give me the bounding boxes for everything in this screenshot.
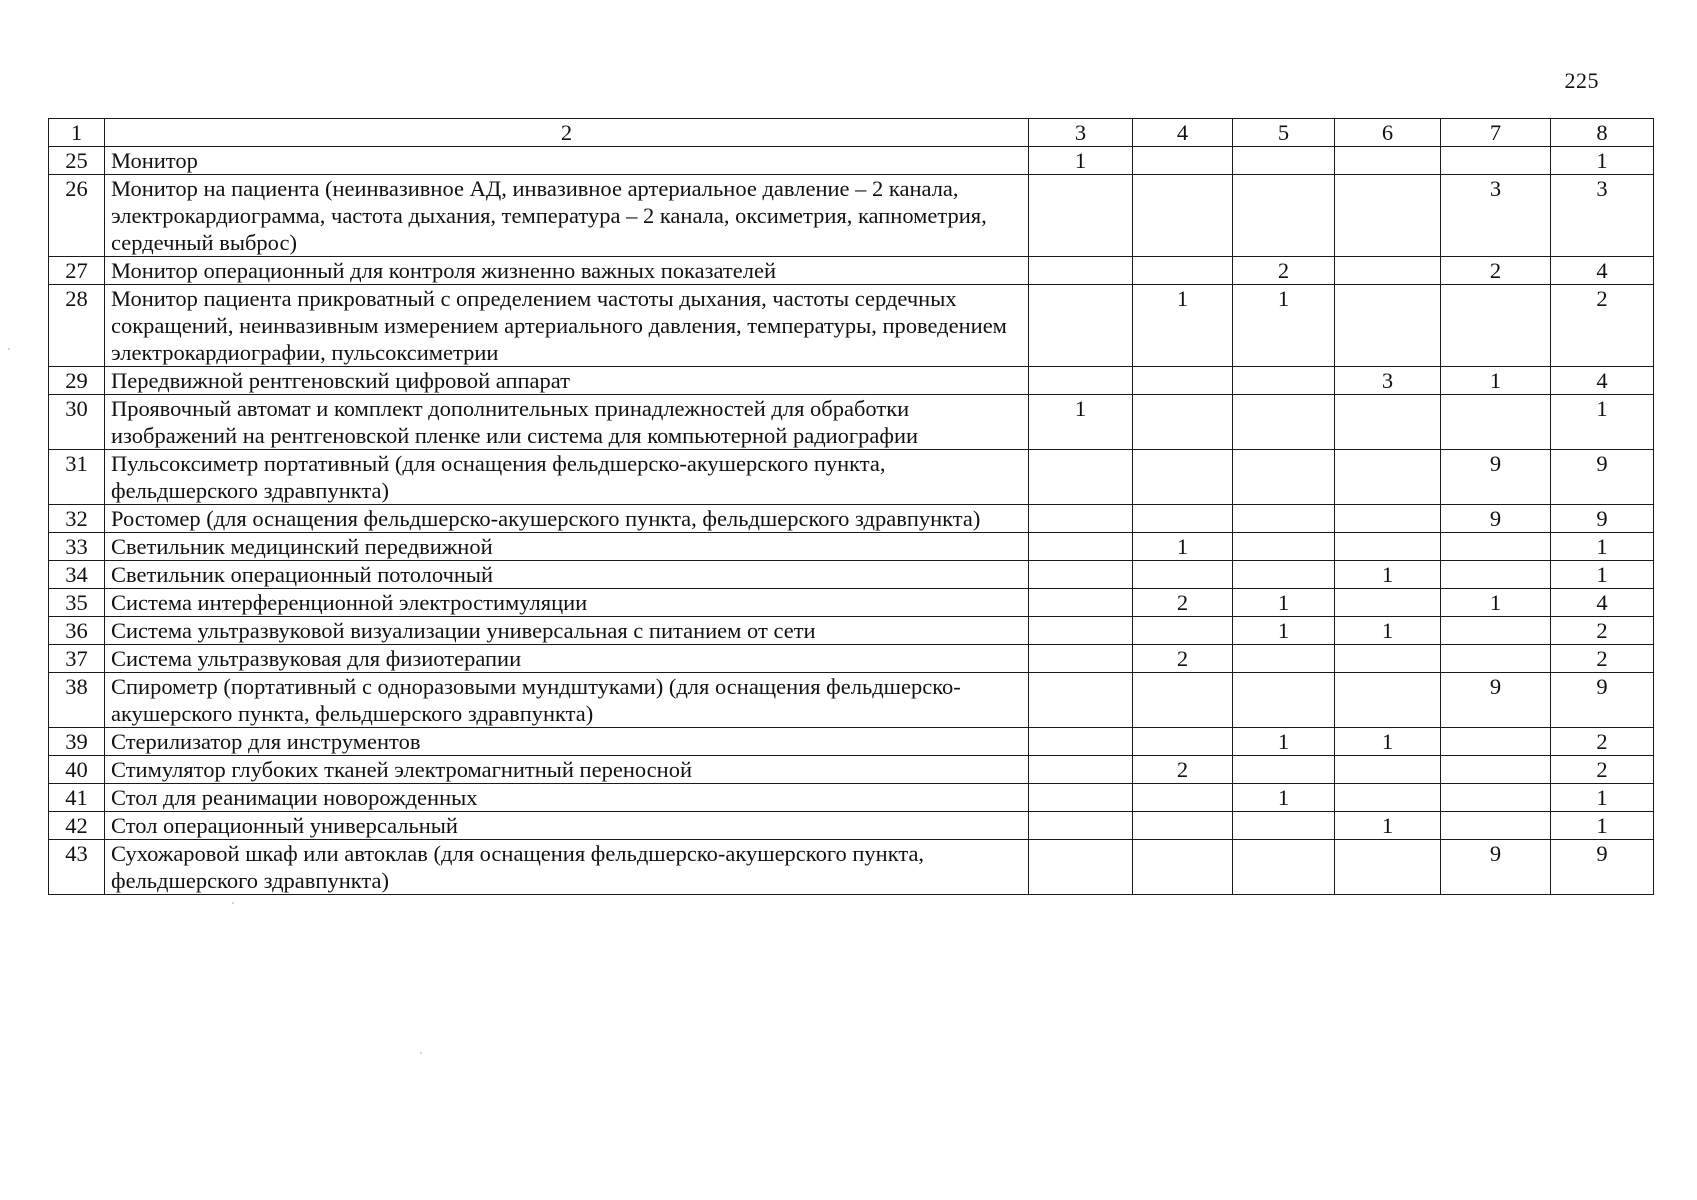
quantity-cell-col-5 <box>1233 175 1335 257</box>
quantity-cell-col-7 <box>1441 756 1551 784</box>
quantity-cell-col-8: 9 <box>1551 673 1654 728</box>
table-row <box>49 589 1654 617</box>
scan-speck <box>8 348 10 350</box>
quantity-cell-col-7: 2 <box>1441 257 1551 285</box>
page-number: 225 <box>1564 68 1599 93</box>
table-row <box>49 840 1654 895</box>
quantity-cell-col-3 <box>1029 812 1133 840</box>
quantity-cell-col-8: 2 <box>1551 617 1654 645</box>
header-cell-1: 1 <box>49 119 105 147</box>
table-row <box>49 756 1654 784</box>
quantity-cell-col-3: 1 <box>1029 395 1133 450</box>
quantity-cell-col-3 <box>1029 589 1133 617</box>
row-number: 31 <box>49 450 105 505</box>
quantity-cell-col-8: 4 <box>1551 257 1654 285</box>
quantity-cell-col-3 <box>1029 673 1133 728</box>
quantity-cell-col-8: 2 <box>1551 645 1654 673</box>
quantity-cell-col-4 <box>1133 147 1233 175</box>
header-cell-3: 3 <box>1029 119 1133 147</box>
quantity-cell-col-3 <box>1029 450 1133 505</box>
quantity-cell-col-3 <box>1029 840 1133 895</box>
quantity-cell-col-6: 1 <box>1335 561 1441 589</box>
table-body <box>49 119 1654 895</box>
quantity-cell-col-3 <box>1029 175 1133 257</box>
equipment-name: Система ультразвуковая для физиотерапии <box>105 645 1029 673</box>
row-number: 33 <box>49 533 105 561</box>
equipment-name: Спирометр (портативный с одноразовыми мундштуками) (для оснащения фельдшерско-акушерского пункта, фельдшерского здравпункта) <box>105 673 1029 728</box>
equipment-name: Сухожаровой шкаф или автоклав (для оснащения фельдшерско-акушерского пункта, фельдшерского здравпункта) <box>105 840 1029 895</box>
row-number: 27 <box>49 257 105 285</box>
equipment-name: Светильник медицинский передвижной <box>105 533 1029 561</box>
quantity-cell-col-5: 1 <box>1233 589 1335 617</box>
equipment-name: Ростомер (для оснащения фельдшерско-акушерского пункта, фельдшерского здравпункта) <box>105 505 1029 533</box>
quantity-cell-col-5 <box>1233 450 1335 505</box>
table-row <box>49 147 1654 175</box>
quantity-cell-col-5 <box>1233 756 1335 784</box>
quantity-cell-col-4 <box>1133 728 1233 756</box>
equipment-table <box>48 118 1654 895</box>
header-cell-8: 8 <box>1551 119 1654 147</box>
quantity-cell-col-4 <box>1133 840 1233 895</box>
quantity-cell-col-7 <box>1441 533 1551 561</box>
quantity-cell-col-8: 9 <box>1551 505 1654 533</box>
row-number: 35 <box>49 589 105 617</box>
quantity-cell-col-8: 2 <box>1551 756 1654 784</box>
quantity-cell-col-6 <box>1335 784 1441 812</box>
row-number: 28 <box>49 285 105 367</box>
quantity-cell-col-5 <box>1233 840 1335 895</box>
quantity-cell-col-6: 3 <box>1335 367 1441 395</box>
equipment-name: Монитор операционный для контроля жизненно важных показателей <box>105 257 1029 285</box>
quantity-cell-col-8: 9 <box>1551 450 1654 505</box>
quantity-cell-col-3 <box>1029 505 1133 533</box>
quantity-cell-col-5 <box>1233 673 1335 728</box>
quantity-cell-col-5: 1 <box>1233 784 1335 812</box>
quantity-cell-col-6 <box>1335 756 1441 784</box>
table-row <box>49 285 1654 367</box>
quantity-cell-col-8: 1 <box>1551 147 1654 175</box>
quantity-cell-col-6 <box>1335 450 1441 505</box>
equipment-name: Система интерференционной электростимуляции <box>105 589 1029 617</box>
quantity-cell-col-5 <box>1233 561 1335 589</box>
quantity-cell-col-7: 1 <box>1441 589 1551 617</box>
table-row <box>49 812 1654 840</box>
equipment-name: Стимулятор глубоких тканей электромагнитный переносной <box>105 756 1029 784</box>
quantity-cell-col-4 <box>1133 367 1233 395</box>
table-row <box>49 395 1654 450</box>
equipment-name: Передвижной рентгеновский цифровой аппарат <box>105 367 1029 395</box>
quantity-cell-col-8: 1 <box>1551 395 1654 450</box>
quantity-cell-col-4 <box>1133 673 1233 728</box>
quantity-cell-col-3 <box>1029 784 1133 812</box>
quantity-cell-col-5: 1 <box>1233 728 1335 756</box>
quantity-cell-col-8: 4 <box>1551 589 1654 617</box>
row-number: 41 <box>49 784 105 812</box>
quantity-cell-col-6: 1 <box>1335 617 1441 645</box>
scan-speck <box>232 902 234 904</box>
quantity-cell-col-7 <box>1441 561 1551 589</box>
quantity-cell-col-5 <box>1233 533 1335 561</box>
table-row <box>49 505 1654 533</box>
row-number: 38 <box>49 673 105 728</box>
quantity-cell-col-3 <box>1029 645 1133 673</box>
row-number: 32 <box>49 505 105 533</box>
quantity-cell-col-3: 1 <box>1029 147 1133 175</box>
quantity-cell-col-3 <box>1029 756 1133 784</box>
quantity-cell-col-4 <box>1133 175 1233 257</box>
quantity-cell-col-3 <box>1029 285 1133 367</box>
quantity-cell-col-3 <box>1029 533 1133 561</box>
scan-speck <box>420 1052 422 1054</box>
quantity-cell-col-4 <box>1133 505 1233 533</box>
quantity-cell-col-7 <box>1441 285 1551 367</box>
row-number: 30 <box>49 395 105 450</box>
quantity-cell-col-6 <box>1335 505 1441 533</box>
quantity-cell-col-3 <box>1029 561 1133 589</box>
quantity-cell-col-7: 1 <box>1441 367 1551 395</box>
quantity-cell-col-6 <box>1335 673 1441 728</box>
quantity-cell-col-6 <box>1335 840 1441 895</box>
quantity-cell-col-5: 2 <box>1233 257 1335 285</box>
quantity-cell-col-7 <box>1441 812 1551 840</box>
equipment-name: Светильник операционный потолочный <box>105 561 1029 589</box>
quantity-cell-col-6 <box>1335 257 1441 285</box>
table-row <box>49 561 1654 589</box>
equipment-name: Пульсоксиметр портативный (для оснащения фельдшерско-акушерского пункта, фельдшерского здравпункта) <box>105 450 1029 505</box>
quantity-cell-col-8: 4 <box>1551 367 1654 395</box>
quantity-cell-col-7 <box>1441 617 1551 645</box>
table-row <box>49 728 1654 756</box>
equipment-name: Монитор <box>105 147 1029 175</box>
quantity-cell-col-6 <box>1335 533 1441 561</box>
quantity-cell-col-6 <box>1335 395 1441 450</box>
row-number: 42 <box>49 812 105 840</box>
quantity-cell-col-7 <box>1441 395 1551 450</box>
equipment-name: Монитор на пациента (неинвазивное АД, инвазивное артериальное давление – 2 канала, электрокардиограмма, частота дыхания, температура – 2 канала, оксиметрия, капнометрия, сердечный выброс) <box>105 175 1029 257</box>
header-cell-6: 6 <box>1335 119 1441 147</box>
row-number: 43 <box>49 840 105 895</box>
quantity-cell-col-8: 2 <box>1551 728 1654 756</box>
header-cell-2: 2 <box>105 119 1029 147</box>
quantity-cell-col-5: 1 <box>1233 617 1335 645</box>
header-row <box>49 119 1654 147</box>
quantity-cell-col-5 <box>1233 645 1335 673</box>
quantity-cell-col-6 <box>1335 147 1441 175</box>
quantity-cell-col-4 <box>1133 450 1233 505</box>
quantity-cell-col-7: 9 <box>1441 673 1551 728</box>
quantity-cell-col-4 <box>1133 395 1233 450</box>
equipment-name: Стерилизатор для инструментов <box>105 728 1029 756</box>
quantity-cell-col-4: 2 <box>1133 589 1233 617</box>
quantity-cell-col-4 <box>1133 784 1233 812</box>
quantity-cell-col-4: 2 <box>1133 756 1233 784</box>
quantity-cell-col-5 <box>1233 147 1335 175</box>
quantity-cell-col-7 <box>1441 645 1551 673</box>
quantity-cell-col-5: 1 <box>1233 285 1335 367</box>
equipment-name: Монитор пациента прикроватный с определением частоты дыхания, частоты сердечных сокращений, неинвазивным измерением артериального давления, температуры, проведением электрокардиографии, пульсоксиметрии <box>105 285 1029 367</box>
table-row <box>49 673 1654 728</box>
equipment-name: Стол операционный универсальный <box>105 812 1029 840</box>
quantity-cell-col-8: 1 <box>1551 533 1654 561</box>
quantity-cell-col-4 <box>1133 257 1233 285</box>
row-number: 29 <box>49 367 105 395</box>
quantity-cell-col-6 <box>1335 285 1441 367</box>
quantity-cell-col-4 <box>1133 617 1233 645</box>
quantity-cell-col-8: 1 <box>1551 812 1654 840</box>
quantity-cell-col-6 <box>1335 589 1441 617</box>
table-row <box>49 450 1654 505</box>
row-number: 26 <box>49 175 105 257</box>
quantity-cell-col-7: 3 <box>1441 175 1551 257</box>
header-cell-4: 4 <box>1133 119 1233 147</box>
header-cell-5: 5 <box>1233 119 1335 147</box>
table-row <box>49 257 1654 285</box>
quantity-cell-col-6: 1 <box>1335 812 1441 840</box>
table-row <box>49 175 1654 257</box>
row-number: 40 <box>49 756 105 784</box>
table-row <box>49 533 1654 561</box>
quantity-cell-col-8: 1 <box>1551 784 1654 812</box>
quantity-cell-col-4: 1 <box>1133 533 1233 561</box>
quantity-cell-col-8: 9 <box>1551 840 1654 895</box>
quantity-cell-col-4: 1 <box>1133 285 1233 367</box>
quantity-cell-col-3 <box>1029 617 1133 645</box>
table-row <box>49 617 1654 645</box>
quantity-cell-col-7 <box>1441 784 1551 812</box>
quantity-cell-col-7: 9 <box>1441 450 1551 505</box>
quantity-cell-col-6: 1 <box>1335 728 1441 756</box>
quantity-cell-col-3 <box>1029 367 1133 395</box>
quantity-cell-col-3 <box>1029 257 1133 285</box>
row-number: 25 <box>49 147 105 175</box>
equipment-name: Система ультразвуковой визуализации универсальная с питанием от сети <box>105 617 1029 645</box>
quantity-cell-col-7: 9 <box>1441 840 1551 895</box>
table-row <box>49 367 1654 395</box>
row-number: 34 <box>49 561 105 589</box>
quantity-cell-col-4 <box>1133 812 1233 840</box>
table-row <box>49 784 1654 812</box>
header-cell-7: 7 <box>1441 119 1551 147</box>
quantity-cell-col-5 <box>1233 367 1335 395</box>
quantity-cell-col-8: 3 <box>1551 175 1654 257</box>
quantity-cell-col-4: 2 <box>1133 645 1233 673</box>
quantity-cell-col-5 <box>1233 812 1335 840</box>
quantity-cell-col-4 <box>1133 561 1233 589</box>
quantity-cell-col-6 <box>1335 175 1441 257</box>
quantity-cell-col-8: 2 <box>1551 285 1654 367</box>
quantity-cell-col-8: 1 <box>1551 561 1654 589</box>
quantity-cell-col-5 <box>1233 505 1335 533</box>
row-number: 36 <box>49 617 105 645</box>
table-row <box>49 645 1654 673</box>
row-number: 37 <box>49 645 105 673</box>
row-number: 39 <box>49 728 105 756</box>
equipment-name: Стол для реанимации новорожденных <box>105 784 1029 812</box>
quantity-cell-col-6 <box>1335 645 1441 673</box>
quantity-cell-col-7: 9 <box>1441 505 1551 533</box>
quantity-cell-col-3 <box>1029 728 1133 756</box>
quantity-cell-col-7 <box>1441 728 1551 756</box>
quantity-cell-col-7 <box>1441 147 1551 175</box>
quantity-cell-col-5 <box>1233 395 1335 450</box>
equipment-name: Проявочный автомат и комплект дополнительных принадлежностей для обработки изображений на рентгеновской пленке или система для компьютерной радиографии <box>105 395 1029 450</box>
